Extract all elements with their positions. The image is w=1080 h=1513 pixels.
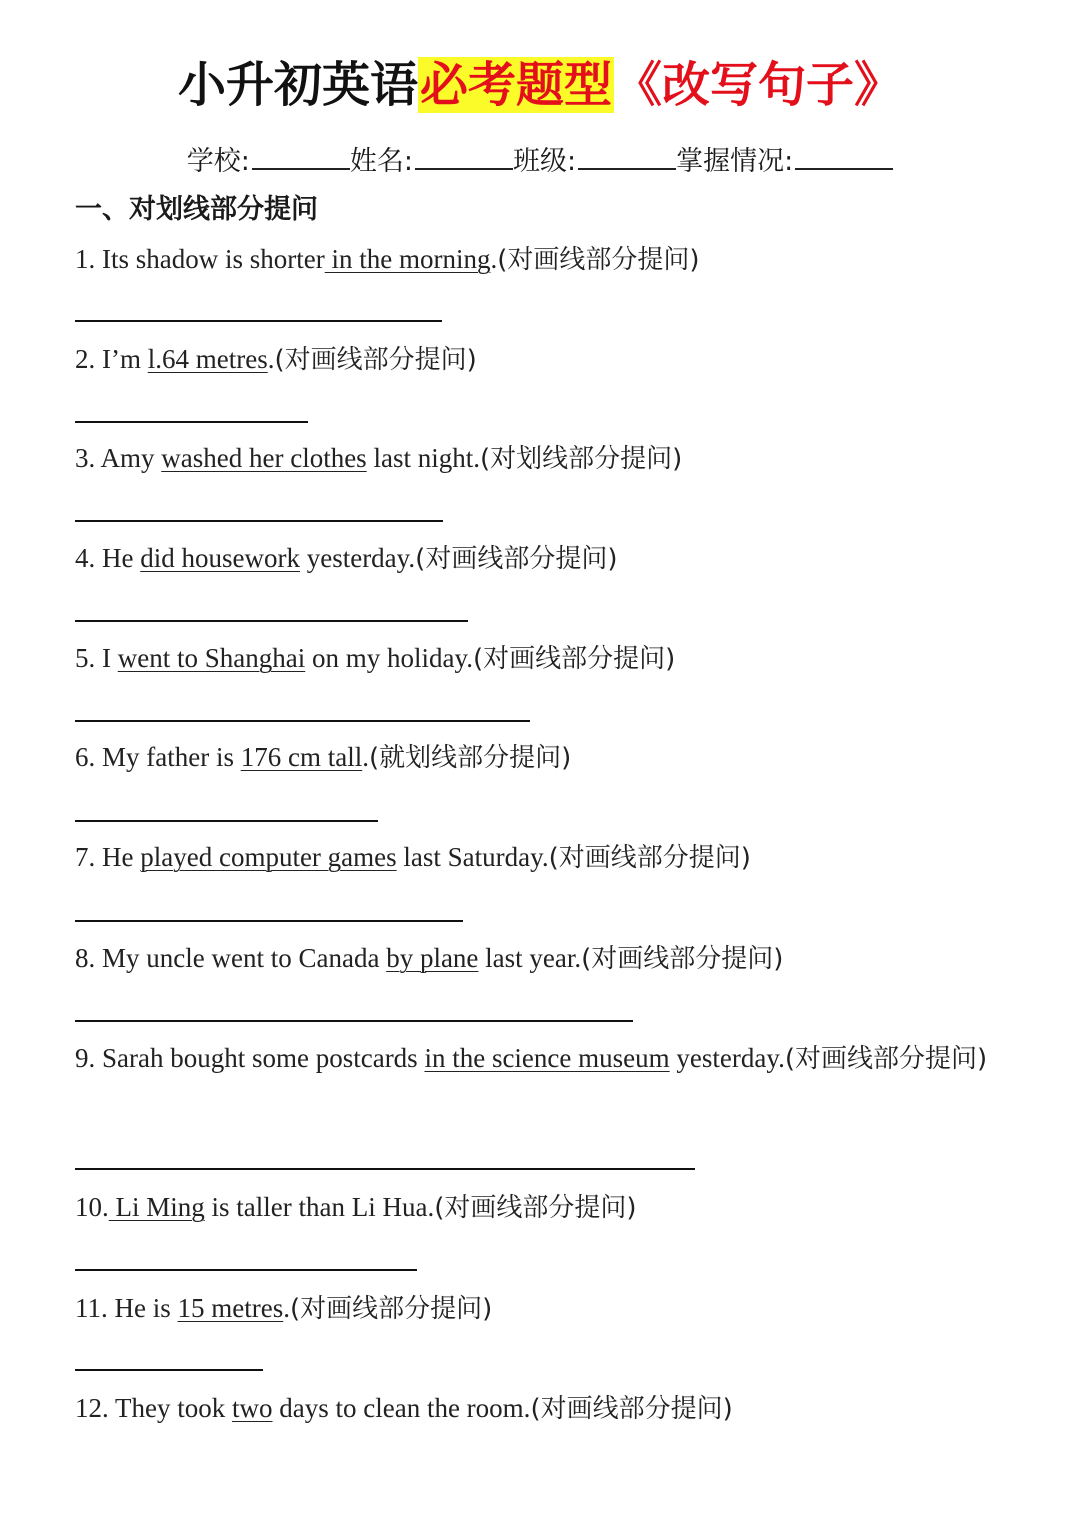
question-text: . [490,244,498,274]
class-field [513,140,676,182]
underlined-phrase: in the morning [324,244,491,274]
question-text: . [283,1293,290,1323]
underlined-phrase: two [232,1393,273,1423]
question-text: They took [115,1393,226,1423]
question-10 [75,1190,637,1225]
question-text: I [102,643,111,673]
mastery-field [676,140,893,182]
question-text: yesterday. [676,1043,785,1073]
title-part-2-highlighted: 必考题型 [419,57,612,113]
underlined-phrase: l.64 metres [147,344,268,374]
question-text: last night. [373,443,480,473]
question-instruction: (对画线部分提问) [434,1193,637,1223]
question-text: Amy [100,443,155,473]
question-6 [75,740,571,775]
question-text: on my holiday. [311,643,473,673]
question-5 [75,641,675,676]
school-field [187,140,350,182]
question-instruction: (对画线部分提问) [415,544,618,574]
question-12 [75,1391,733,1426]
question-text: He [102,543,134,573]
question-text: . [362,742,369,772]
question-text: My father is [102,742,234,772]
school-label: 学校: [186,146,250,177]
answer-line-4[interactable] [75,620,468,622]
question-instruction: (对划线部分提问) [479,444,683,474]
question-text: is taller than Li Hua. [211,1192,435,1222]
question-instruction: (对画线部分提问) [530,1394,733,1424]
underlined-phrase: washed her clothes [161,443,367,473]
question-7 [75,840,751,875]
question-3 [75,441,682,476]
question-text: . [267,344,275,374]
question-text: last Saturday. [403,842,549,872]
question-11 [75,1291,492,1326]
answer-line-1[interactable] [75,320,442,322]
question-instruction: (对画线部分提问) [289,1294,493,1324]
underlined-phrase: did housework [140,543,300,573]
answer-line-7[interactable] [75,920,463,922]
question-number: 7. [75,842,96,872]
question-1 [75,242,700,277]
school-blank[interactable] [252,140,350,170]
question-text: last year. [485,943,582,973]
answer-line-9[interactable] [75,1168,695,1170]
underlined-phrase: went to Shanghai [117,643,306,673]
question-instruction: (对画线部分提问) [548,843,751,873]
question-text: He [102,842,134,872]
question-text: days to clean the room. [279,1393,531,1423]
answer-line-6[interactable] [75,820,378,822]
question-instruction: (对画线部分提问) [472,644,676,674]
question-text: He is [114,1293,171,1323]
title-part-3: 《改写句子》 [614,57,903,113]
worksheet-title [0,50,1080,120]
question-number: 12. [75,1393,109,1423]
underlined-phrase: by plane [386,943,479,973]
underlined-phrase: in the science museum [424,1043,670,1073]
answer-line-2[interactable] [75,421,308,423]
question-number: 2. [75,344,96,374]
question-instruction: (对画线部分提问) [497,245,700,275]
question-text: My uncle went to Canada [102,943,380,973]
name-blank[interactable] [415,140,513,170]
question-instruction: (对画线部分提问) [581,944,784,974]
mastery-label: 掌握情况: [676,146,794,177]
underlined-phrase: 176 cm tall [240,742,363,772]
question-instruction: (对画线部分提问) [784,1044,988,1074]
question-instruction: (对画线部分提问) [274,345,477,375]
underlined-phrase: Li Ming [108,1192,205,1222]
question-number: 4. [75,543,96,573]
underlined-phrase: 15 metres [177,1293,284,1323]
student-info-line [0,140,1080,182]
question-4 [75,541,617,576]
question-text: yesterday. [306,543,416,573]
question-number: 10. [75,1192,109,1222]
question-number: 6. [75,742,96,772]
question-text: I’m [102,344,141,374]
mastery-blank[interactable] [795,140,893,170]
question-number: 1. [75,244,96,274]
class-blank[interactable] [578,140,676,170]
section-heading: 一、对划线部分提问 [75,194,318,225]
question-text: Its shadow is shorter [102,244,325,274]
question-text: Sarah bought some postcards [102,1043,418,1073]
name-field [350,140,513,182]
answer-line-3[interactable] [75,520,443,522]
underlined-phrase: played computer games [140,842,397,872]
question-number: 3. [75,443,96,473]
title-part-1: 小升初英语 [177,57,418,113]
question-instruction: (就划线部分提问) [368,743,572,773]
answer-line-10[interactable] [75,1269,417,1271]
question-number: 8. [75,943,96,973]
question-2 [75,342,477,377]
question-number: 9. [75,1043,96,1073]
answer-line-8[interactable] [75,1020,633,1022]
answer-line-11[interactable] [75,1369,263,1371]
question-number: 11. [75,1293,108,1323]
answer-line-5[interactable] [75,720,530,722]
question-8 [75,941,783,976]
question-number: 5. [75,643,96,673]
class-label: 班级: [513,146,577,177]
question-9 [75,1034,1025,1083]
name-label: 姓名: [349,146,413,177]
